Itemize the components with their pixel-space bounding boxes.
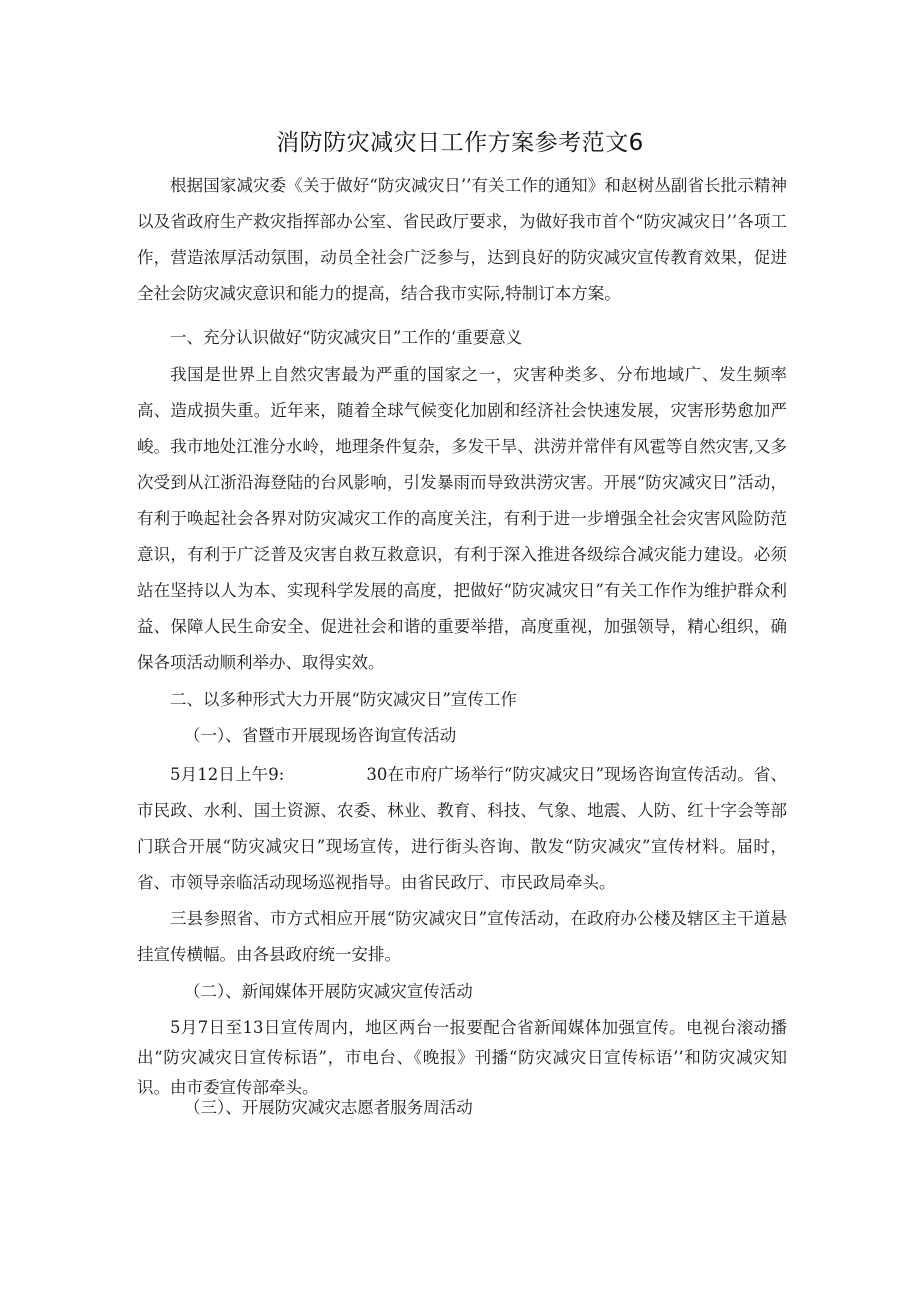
subsection1-paragraph2: 三县参照省、市方式相应开展“防灾减灾日”宣传活动，在政府办公楼及辖区主干道悬挂宣传横幅。由各县政府统一安排。 [137,909,787,964]
subsection1-heading: （一）、省暨市开展现场咨询宣传活动 [184,726,457,745]
page-title: 消防防灾减灾日工作方案参考范文6 [276,130,644,156]
subsection2-paragraph: 5月7日至13日宣传周内，地区两台一报要配合省新闻媒体加强宣传。电视台滚动播出“防灾减灾日宣传标语”，市电台、《晚报》刊播“防灾减灾日宣传标语’’和防灾减灾知识。由市委宣传部牵头。 [137,1018,787,1097]
section1-paragraph: 我国是世界上自然灾害最为严重的国家之一，灾害种类多、分布地域广、发生频率高、造成损失重。近年来，随着全球气候变化加剧和经济社会快速发展，灾害形势愈加严峻。我市地处江淮分水岭，地理条件复杂，多发干旱、洪涝并常伴有风雹等自然灾害,又多次受到从江浙沿海登陆的台风影响，引发暴雨而导致洪涝灾害。开展“防灾减灾日”活动，有利于唤起社会各界对防灾减灾工作的高度关注，有利于进一步增强全社会灾害风险防范意识，有利于广泛普及灾害自救互救意识，有利于深入推进各级综合减灾能力建设。必须站在坚持以人为本、实现科学发展的高度，把做好“防灾减灾日”有关工作作为维护群众利益、保障人民生命安全、促进社会和谐的重要举措，高度重视，加强领导，精心组织，确保各项活动顺利举办、取得实效。 [137,365,787,672]
subsection1-paragraph: 5月12日上午9: 30在市府广场举行“防灾减灾日”现场咨询宣传活动。省、市民政、水利、国土资源、农委、林业、教育、科技、气象、地震、人防、红十字会等部门联合开展“防灾减灾日”现场宣传，进行街头咨询、散发“防灾减灾”宣传材料。届时，省、市领导亲临活动现场巡视指导。由省民政厅、市民政局牵头。 [137,765,787,892]
section1-heading: 一、充分认识做好“防灾减灾日”工作的‘重要意义 [170,328,523,347]
intro-paragraph: 根据国家减灾委《关于做好“防灾减灾日’’有关工作的通知》和赵树丛副省长批示精神以及省政府生产救灾指挥部办公室、省民政厅要求，为做好我市首个“防灾减灾日’’各项工作，营造浓厚活动氛围，动员全社会广泛参与，达到良好的防灾减灾宣传教育效果，促进全社会防灾减灾意识和能力的提高，结合我市实际,特制订本方案。 [137,176,787,303]
subsection3-heading: （三）、开展防灾减灾志愿者服务周活动 [184,1098,473,1117]
subsection1-time: 5月12日上午9: [170,765,285,784]
section2-heading: 二、以多种形式大力开展“防灾减灾日”宣传工作 [170,690,517,709]
subsection2-heading: （二）、新闻媒体开展防灾减灾宣传活动 [184,982,473,1001]
